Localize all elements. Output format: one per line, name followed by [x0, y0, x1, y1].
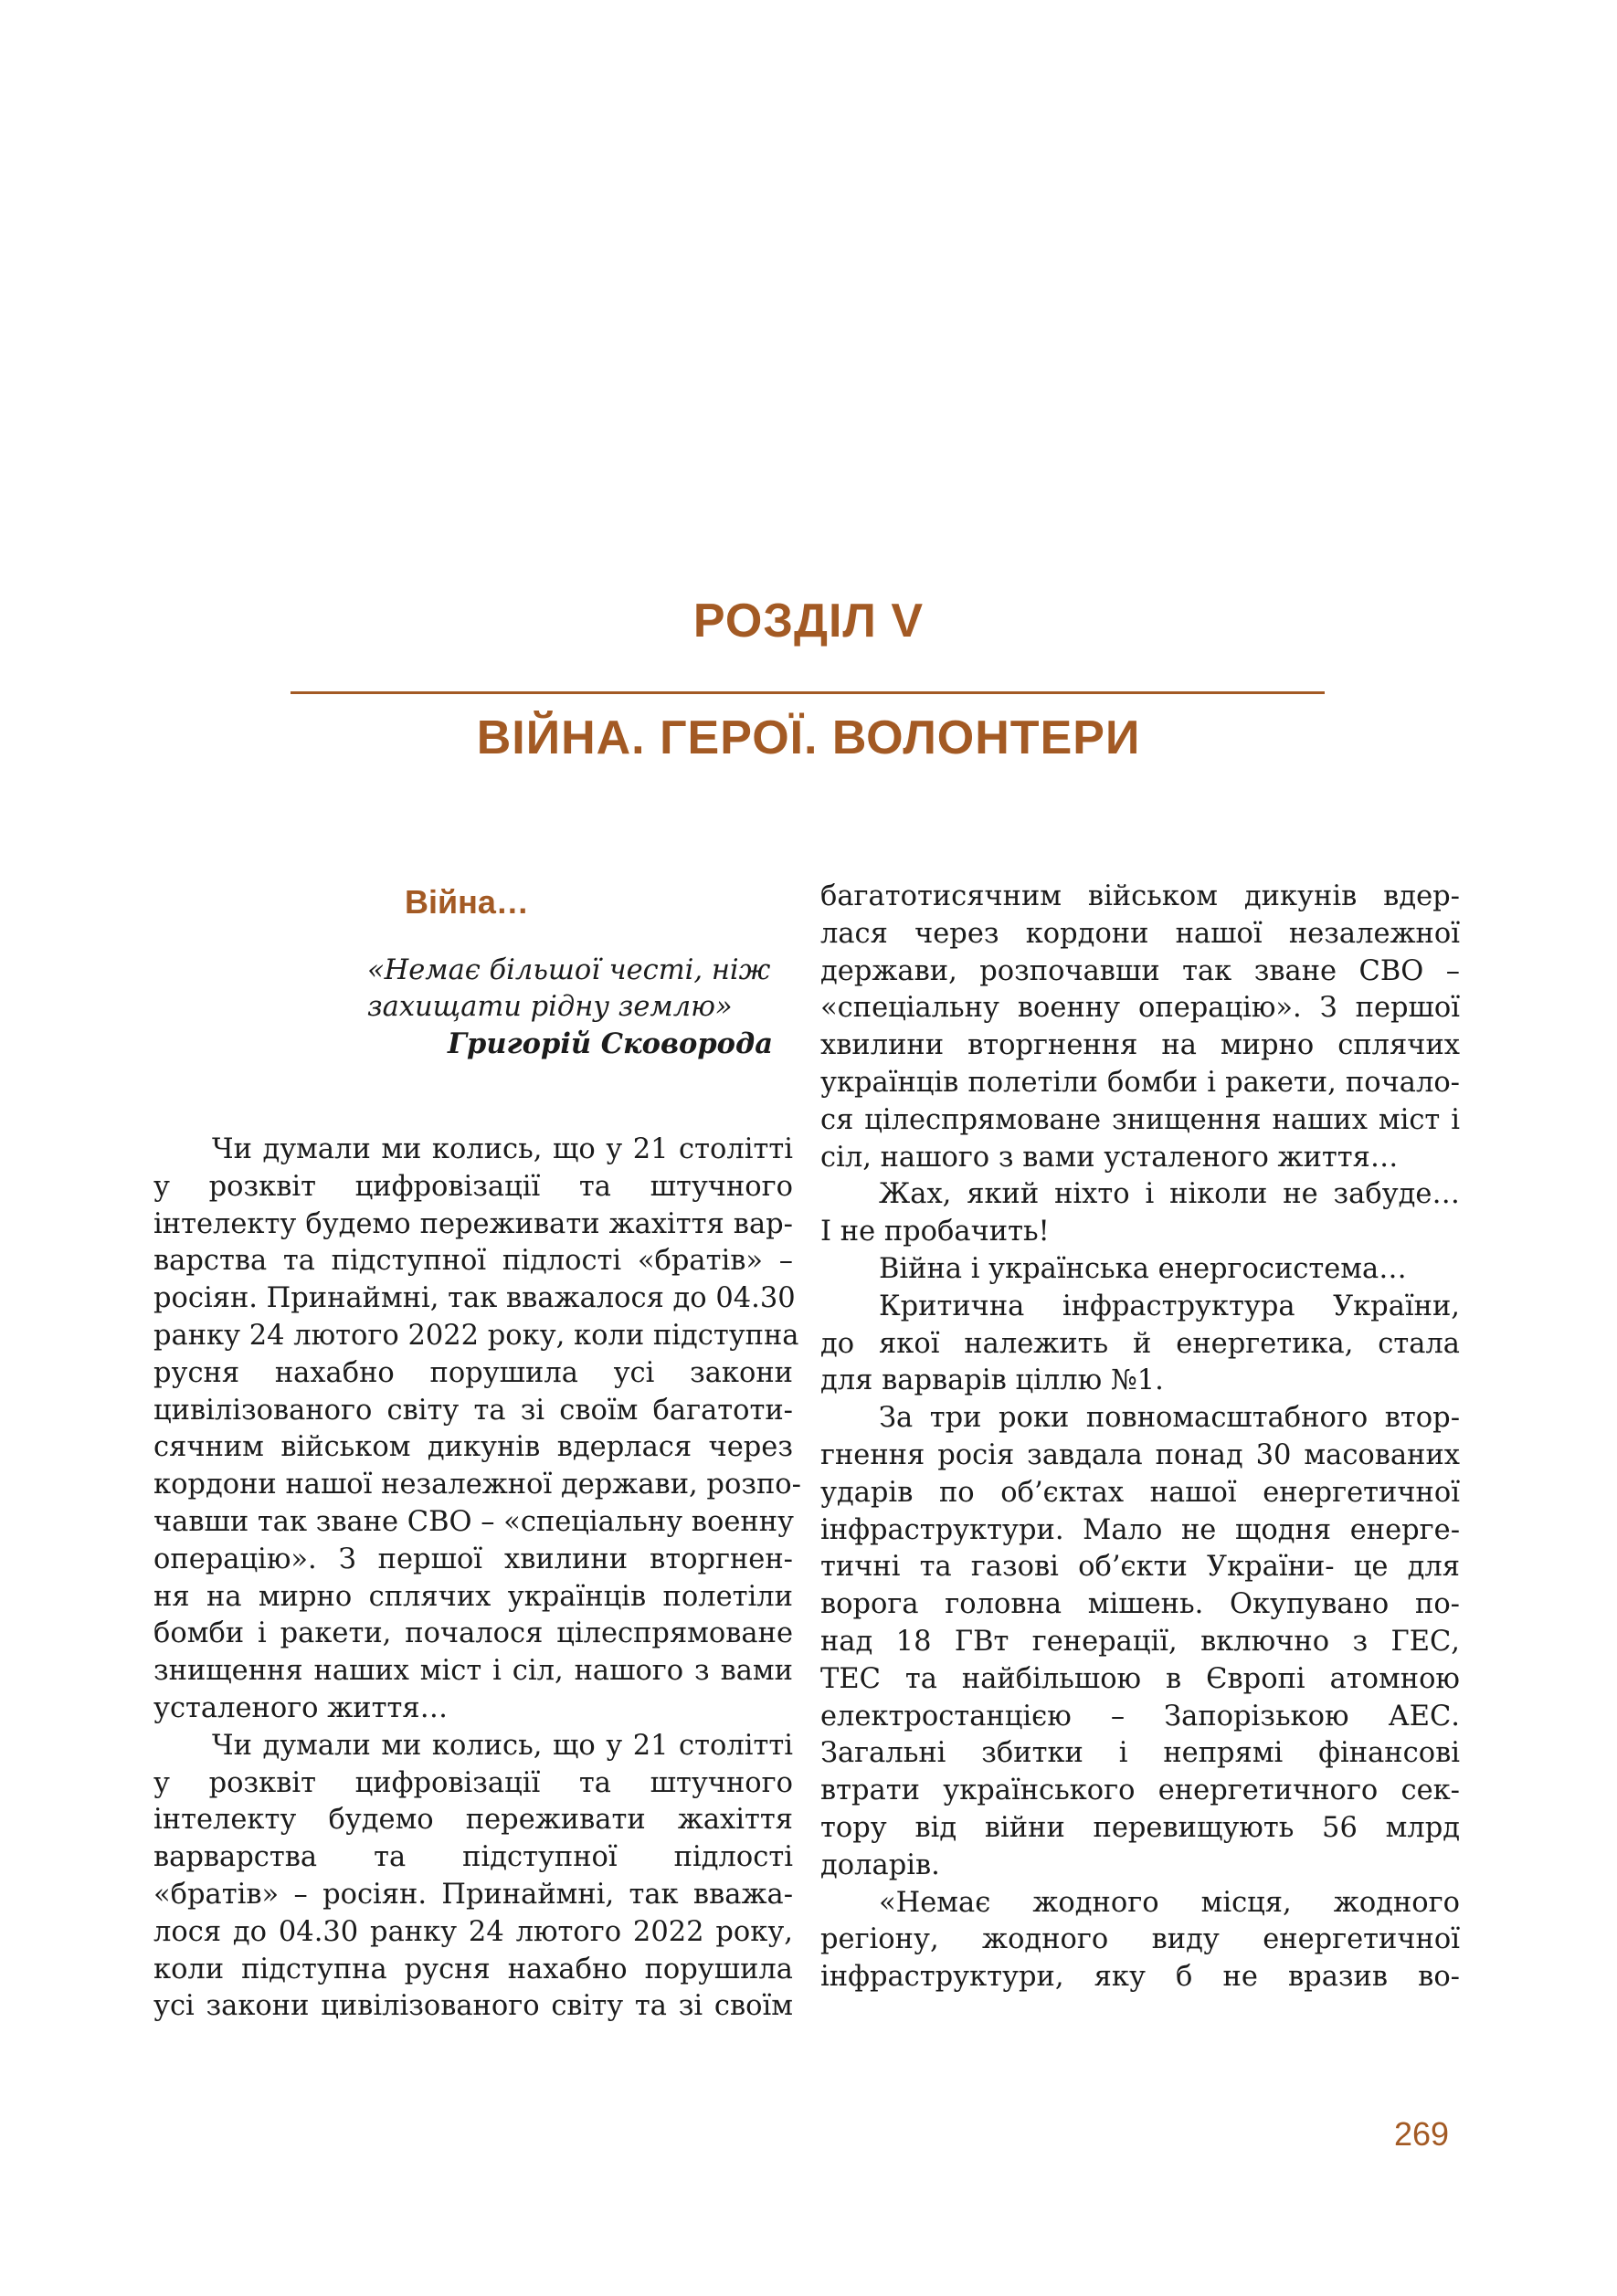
text-line: ся цілеспрямоване знищення наших міст і: [820, 1103, 1460, 1136]
epigraph-line: захищати рідну землю»: [367, 991, 733, 1023]
text-line: ня на мирно сплячих українців полетіли: [153, 1580, 793, 1613]
text-line: багатотисячним військом дикунів вдер-: [820, 880, 1460, 912]
text-line: лася через кордони нашої незалежної: [820, 917, 1460, 950]
text-line: бомби і ракети, почалося цілеспрямоване: [153, 1617, 793, 1650]
text-line: електростанцією – Запорізькою АЕС.: [820, 1700, 1460, 1733]
text-line: інфраструктури, яку б не вразив во-: [820, 1961, 1460, 1994]
text-line: Чи думали ми колись, що у 21 столітті: [212, 1133, 793, 1165]
text-line: Критична інфраструктура України,: [879, 1290, 1460, 1322]
text-line: операцію». З першої хвилини вторгнен-: [153, 1543, 793, 1575]
text-line: втрати українського енергетичного сек-: [820, 1775, 1460, 1807]
text-line: держави, розпочавши так зване СВО –: [820, 954, 1460, 987]
text-line: доларів.: [820, 1848, 940, 1881]
text-line: «Немає жодного місця, жодного: [879, 1886, 1460, 1919]
text-line: тичні та газові об’єкти України- це для: [820, 1551, 1460, 1584]
text-line: гнення росія завдала понад 30 масованих: [820, 1438, 1460, 1471]
text-line: ранку 24 лютого 2022 року, коли підступна: [153, 1319, 799, 1352]
text-line: інтелекту будемо переживати жахіття вар-: [153, 1207, 793, 1240]
text-line: українців полетіли бомби і ракети, почало-: [820, 1066, 1460, 1099]
text-line: росіян. Принаймні, так вважалося до 04.30: [153, 1282, 796, 1315]
text-line: у розквіт цифровізації та штучного: [153, 1170, 793, 1203]
text-line: над 18 ГВт генерації, включно з ГЕС,: [820, 1625, 1460, 1658]
text-line: Війна і українська енергосистема…: [879, 1252, 1407, 1285]
text-line: знищення наших міст і сіл, нашого з вами: [153, 1655, 793, 1688]
text-line: інтелекту будемо переживати жахіття: [153, 1804, 793, 1837]
right-column: [820, 879, 1460, 1996]
text-line: кордони нашої незалежної держави, розпо-: [153, 1469, 801, 1501]
text-line: коли підступна русня нахабно порушила: [153, 1953, 793, 1985]
text-line: інфраструктури. Мало не щодня енерге-: [820, 1513, 1460, 1546]
chapter-divider: [291, 691, 1325, 694]
text-line: лося до 04.30 ранку 24 лютого 2022 року,: [153, 1915, 793, 1948]
epigraph-author: Григорій Сковорода: [447, 1027, 773, 1060]
text-line: варства та підступної підлості «братів» –: [153, 1245, 793, 1278]
text-line: ударів по об’єктах нашої енергетичної: [820, 1476, 1460, 1509]
text-line: «братів» – росіян. Принаймні, так вважа-: [153, 1878, 793, 1911]
text-line: Жах, який ніхто і ніколи не забуде…: [879, 1178, 1460, 1211]
text-line: усі закони цивілізованого світу та зі своїм: [153, 1990, 793, 2023]
text-line: ТЕС та найбільшою в Європі атомною: [820, 1662, 1460, 1695]
text-line: тору від війни перевищують 56 млрд: [820, 1811, 1460, 1844]
section-heading: Війна…: [405, 883, 529, 921]
text-line: регіону, жодного виду енергетичної: [820, 1923, 1460, 1956]
text-line: І не пробачить!: [820, 1216, 1050, 1248]
text-line: «спеціальну военну операцію». З першої: [820, 992, 1460, 1025]
page-number: 269: [1394, 2115, 1450, 2153]
epigraph: [153, 953, 793, 1080]
chapter-label: РОЗДІЛ V: [692, 595, 925, 648]
text-line: Чи думали ми колись, що у 21 столітті: [212, 1729, 793, 1762]
text-line: усталеного життя…: [153, 1691, 449, 1724]
text-line: хвилини вторгнення на мирно сплячих: [820, 1029, 1460, 1062]
left-column: [153, 879, 801, 2026]
text-line: у розквіт цифровізації та штучного: [153, 1766, 793, 1799]
chapter-title: ВІЙНА. ГЕРОЇ. ВОЛОНТЕРИ: [476, 711, 1141, 764]
spacer: [153, 1080, 793, 1132]
text-line: русня нахабно порушила усі закони: [153, 1356, 793, 1389]
text-line: для варварів ціллю №1.: [820, 1364, 1164, 1397]
text-line: чавши так зване СВО – «спеціальну военну: [153, 1505, 794, 1538]
text-line: Загальні збитки і непрямі фінансові: [820, 1737, 1460, 1770]
epigraph-line: «Немає більшої честі, ніж: [367, 954, 771, 986]
text-line: варварства та підступної підлості: [153, 1841, 793, 1874]
text-line: сіл, нашого з вами усталеного життя…: [820, 1141, 1399, 1174]
text-line: За три роки повномасштабного втор-: [879, 1402, 1460, 1435]
text-line: до якої належить й енергетика, стала: [820, 1327, 1460, 1360]
text-line: сячним військом дикунів вдерлася через: [153, 1431, 793, 1464]
text-line: цивілізованого світу та зі своїм багатоти-: [153, 1394, 793, 1427]
text-line: ворога головна мішень. Окупувано по-: [820, 1588, 1460, 1621]
